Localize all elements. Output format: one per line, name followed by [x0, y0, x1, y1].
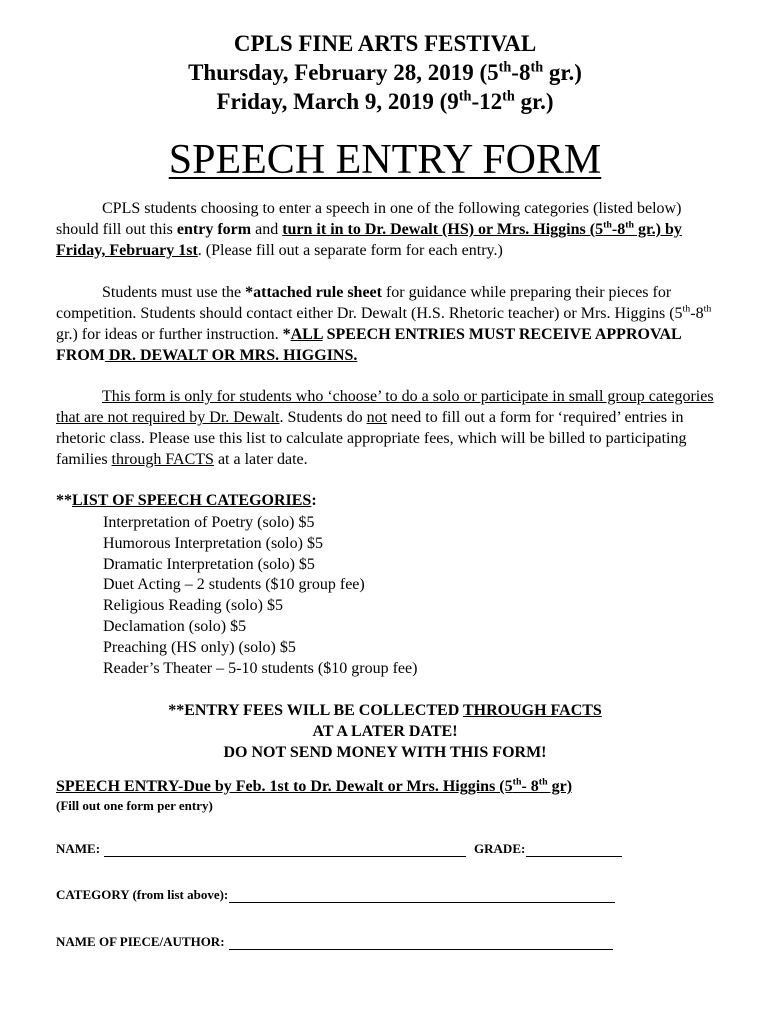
category-item: Preaching (HS only) (solo) $5 — [103, 638, 296, 656]
category-item: Interpretation of Poetry (solo) $5 — [103, 514, 315, 531]
category-item: Duet Acting – 2 students ($10 group fee) — [103, 576, 365, 594]
category-label: CATEGORY (from list above): — [56, 887, 229, 902]
fees-line-3: DO NOT SEND MONEY WITH THIS FORM! — [223, 744, 547, 761]
category-item: Dramatic Interpretation (solo) $5 — [103, 555, 315, 573]
name-label: NAME: — [56, 841, 101, 856]
piece-row — [56, 934, 613, 950]
name-grade-row — [56, 841, 622, 857]
categories-heading: **LIST OF SPEECH CATEGORIES: — [56, 492, 317, 509]
category-item: Declamation (solo) $5 — [103, 617, 247, 635]
piece-author-field[interactable] — [229, 937, 613, 950]
piece-label: NAME OF PIECE/AUTHOR: — [56, 934, 225, 949]
one-form-note: (Fill out one form per entry) — [56, 798, 213, 813]
due-date-heading: SPEECH ENTRY-Due by Feb. 1st to Dr. Dewalt or Mrs. Higgins (5th- 8th gr) — [56, 776, 573, 795]
name-field[interactable] — [104, 844, 466, 857]
festival-date-friday: Friday, March 9, 2019 (9th-12th gr.) — [216, 88, 554, 114]
festival-date-thursday: Thursday, February 28, 2019 (5th-8th gr.) — [188, 59, 582, 85]
grade-field[interactable] — [526, 844, 622, 857]
category-row — [56, 887, 615, 903]
category-item: Religious Reading (solo) $5 — [103, 597, 283, 615]
fees-notice — [0, 700, 770, 763]
eligibility-paragraph: This form is only for students who ‘choose’ to do a solo or participate in small group categories that are not required by Dr. Dewalt. Students do not need to fill out a form for ‘required’ entries in rhetoric class. Please use this list to calculate appropriate fees, which will be billed to participating families through FACTS at a later date. — [56, 388, 714, 468]
category-field[interactable] — [229, 890, 615, 903]
fees-line-1: **ENTRY FEES WILL BE COLLECTED THROUGH FACTS — [168, 702, 602, 719]
form-title: SPEECH ENTRY FORM — [168, 137, 602, 183]
category-item: Reader’s Theater – 5-10 students ($10 group fee) — [103, 659, 418, 677]
rules-paragraph: Students must use the *attached rule sheet for guidance while preparing their pieces for competition. Students should contact either Dr. Dewalt (H.S. Rhetoric teacher) or Mrs. Higgins (5th-8th gr.) for ideas or further instruction. *ALL SPEECH ENTRIES MUST RECEIVE APPROVAL FROM DR. DEWALT OR MRS. HIGGINS. — [56, 284, 712, 364]
categories-list — [103, 513, 417, 679]
category-item: Humorous Interpretation (solo) $5 — [103, 534, 323, 552]
grade-label: GRADE: — [474, 841, 526, 856]
festival-title: CPLS FINE ARTS FESTIVAL — [233, 31, 537, 56]
intro-paragraph: CPLS students choosing to enter a speech in one of the following categories (listed below) should fill out this entry form and turn it in to Dr. Dewalt (HS) or Mrs. Higgins (5th-8th gr.) by Friday, February 1st. (Please fill out a separate form for each entry.) — [56, 200, 682, 259]
fees-line-2: AT A LATER DATE! — [312, 723, 458, 740]
